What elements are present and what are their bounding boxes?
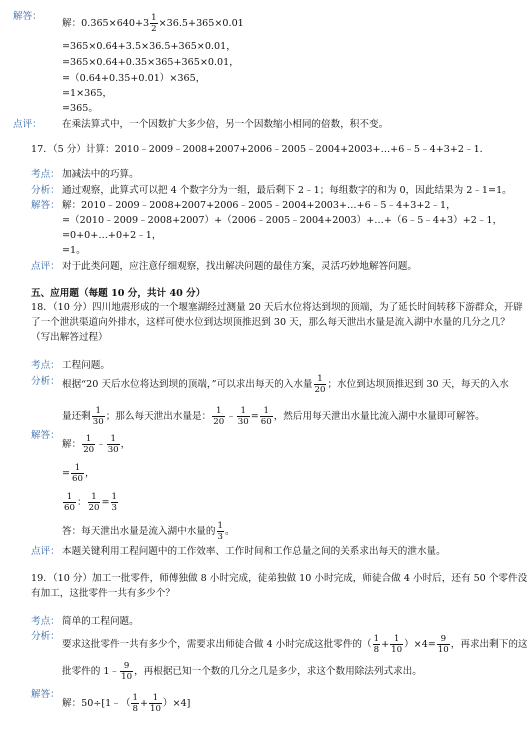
q18-title-line-3: （写出解答过程） [31,332,108,343]
q17-answer-line-4: =1。 [62,245,86,256]
q18-solution-line-3: $\frac{1}{60}$ ： $\frac{1}{20}$ = $\frac{1}{3}$ [64,492,117,513]
answer-tag: 解答： [13,11,42,22]
comment-tag: 点评： [31,261,60,272]
fraction: $\frac{1}{8}$ [373,634,380,655]
q18-analysis-line-1 [62,374,509,395]
q16-answer-line-6: =365。 [62,103,98,114]
kaodian-tag: 考点： [31,616,60,627]
text: 量还剩 [62,411,91,422]
fraction: $\frac{1}{30}$ [92,406,104,427]
q18-solution-line-1: 解： $\frac{1}{20}$ ﹣ $\frac{1}{30}$ ， [62,434,131,455]
fraction: $\frac{9}{10}$ [121,661,133,682]
answer-tag: 解答： [31,430,60,441]
kaodian-tag: 考点： [31,169,60,180]
fraction: $\frac{1}{60}$ [72,463,83,484]
q16-answer-line-3: =365×0.64+0.35×365+365×0.01， [62,57,239,68]
q18-analysis-line-2: 量还剩 $\frac{1}{30}$ ；那么每天泄出水量是： $\frac{1}{20}$ ﹣ $\frac{1}{30}$ = $\frac{1}{60}$ ，然后用每天泄出水量比流入湖中水量即可解答。 [62,406,485,427]
text: 答：每天泄出水量是流入湖中水量的 [62,526,216,537]
fraction: $\frac{1}{8}$ [132,693,138,714]
q16-answer-line-1 [62,13,244,34]
q19-kaodian: 简单的工程问题。 [62,616,139,627]
text: ×36.5+365×0.01 [158,18,244,29]
fraction: $\frac{1}{10}$ [391,634,403,655]
fraction: $\frac{1}{20}$ [88,492,100,513]
q19-analysis-line-2 [62,661,422,682]
q18-comment: 本题关键利用工程问题中的工作效率、工作时间和工作总量之间的关系求出每天的泄水量。 [62,546,446,557]
q19-analysis-line-1: 要求这批零件一共有多少个，需要求出师徒合做 4 小时完成这批零件的（ $\frac{1}{8}$ + $\frac{1}{10}$ ）×4= $\frac{9}{10}$ ，再求出剩下的这 [62,634,528,655]
fraction: $\frac{1}{20}$ [213,406,225,427]
fraction: $\frac{1}{10}$ [149,693,161,714]
q19-solution-line-1: 解：50÷[1﹣（ $\frac{1}{8}$ + $\frac{1}{10}$ ）×4] [62,693,191,714]
q16-comment: 在乘法算式中，一个因数扩大多少倍，另一个因数缩小相同的倍数，积不变。 [62,119,389,130]
fraction: $\frac{1}{20}$ [83,434,95,455]
text: 解：0.365×640+3 [62,18,150,29]
text: ，再根据已知一个数的几分之几是多少，求这个数用除法列式求出。 [134,666,422,677]
q16-answer-line-5: =1×365， [62,88,113,99]
fraction: $\frac{1}{20}$ [314,374,326,395]
text: 批零件的 1﹣ [62,666,120,677]
fraction: $\frac{9}{10}$ [437,634,449,655]
q17-kaodian: 加减法中的巧算。 [62,169,139,180]
q17-title: 17．（5 分）计算：2010﹣2009﹣2008+2007+2006﹣2005﹣2004+2003+…+6﹣5﹣4+3+2﹣1． [31,144,490,155]
text: ；那么每天泄出水量是： [105,411,212,422]
comment-tag: 点评： [13,119,42,130]
q19-title-line-1: 19．（10 分）加工一批零件，师傅独做 8 小时完成，徒弟独做 10 小时完成，师徒合做 4 小时后，还有 50 个零件没 [31,573,528,584]
q19-title-line-2: 有加工，这批零件一共有多少个？ [31,588,175,599]
q16-answer-line-2: =365×0.64+3.5×36.5+365×0.01， [62,41,236,52]
q17-answer-line-3: =0+0+…+0+2﹣1， [62,230,162,241]
q17-comment: 对于此类问题，应注意仔细观察，找出解决问题的最佳方案，灵活巧妙地解答问题。 [62,261,417,272]
q18-title-line-1: 18．（10 分）四川地震形成的一个堰塞湖经过测量 20 天后水位将达到坝的顶端，为了延长时间转移下游群众，开辟 [31,302,523,313]
q18-solution-line-2: = $\frac{1}{60}$ ， [62,463,95,484]
text: 要求这批零件一共有多少个，需要求出师徒合做 4 小时完成这批零件的（ [62,639,372,650]
fraction: $\frac{1}{30}$ [107,434,119,455]
analysis-tag: 分析： [31,185,60,196]
text: ，然后用每天泄出水量比流入湖中水量即可解答。 [273,411,485,422]
analysis-tag: 分析： [31,376,60,387]
comment-tag: 点评： [31,546,60,557]
answer-tag: 解答： [31,689,60,700]
q18-kaodian: 工程问题。 [62,360,110,371]
q16-answer-line-4: =（0.64+0.35+0.01）×365， [62,73,206,84]
answer-tag: 解答： [31,200,60,211]
analysis-tag: 分析： [31,631,60,642]
text: 根据“20 天后水位将达到坝的顶端，”可以求出每天的入水量 [62,379,313,390]
text: ；水位到达坝顶推迟到 30 天，每天的入水 [327,379,509,390]
fraction: $\frac{1}{30}$ [237,406,249,427]
fraction: $\frac{1}{2}$ [151,13,157,34]
fraction: $\frac{1}{3}$ [217,521,223,542]
q18-solution-line-4: 答：每天泄出水量是流入湖中水量的 $\frac{1}{3}$ 。 [62,521,235,542]
fraction: $\frac{1}{60}$ [64,492,75,513]
kaodian-tag: 考点： [31,360,60,371]
fraction: $\frac{1}{60}$ [260,406,272,427]
q18-title-line-2: 了一个泄洪渠道向外排水，这样可使水位到达坝顶推迟到 30 天，那么每天泄出水量是流入湖中水量的几分之几？ [31,317,510,328]
q17-answer-line-2: =（2010﹣2009﹣2008+2007）+（2006﹣2005﹣2004+2003）+…+（6﹣5﹣4+3）+2﹣1， [62,215,503,226]
section-heading: 五、应用题（每题 10 分，共计 40 分） [31,288,206,299]
fraction: $\frac{1}{3}$ [111,492,117,513]
q17-analysis: 通过观察，此算式可以把 4 个数字分为一组，最后剩下 2﹣1；每组数字的和为 0，因此结果为 2﹣1=1。 [62,185,512,196]
text: ，再求出剩下的这 [450,639,528,650]
q17-answer-line-1: 解：2010﹣2009﹣2008+2007+2006﹣2005﹣2004+2003+…+6﹣5﹣4+3+2﹣1， [62,200,456,211]
